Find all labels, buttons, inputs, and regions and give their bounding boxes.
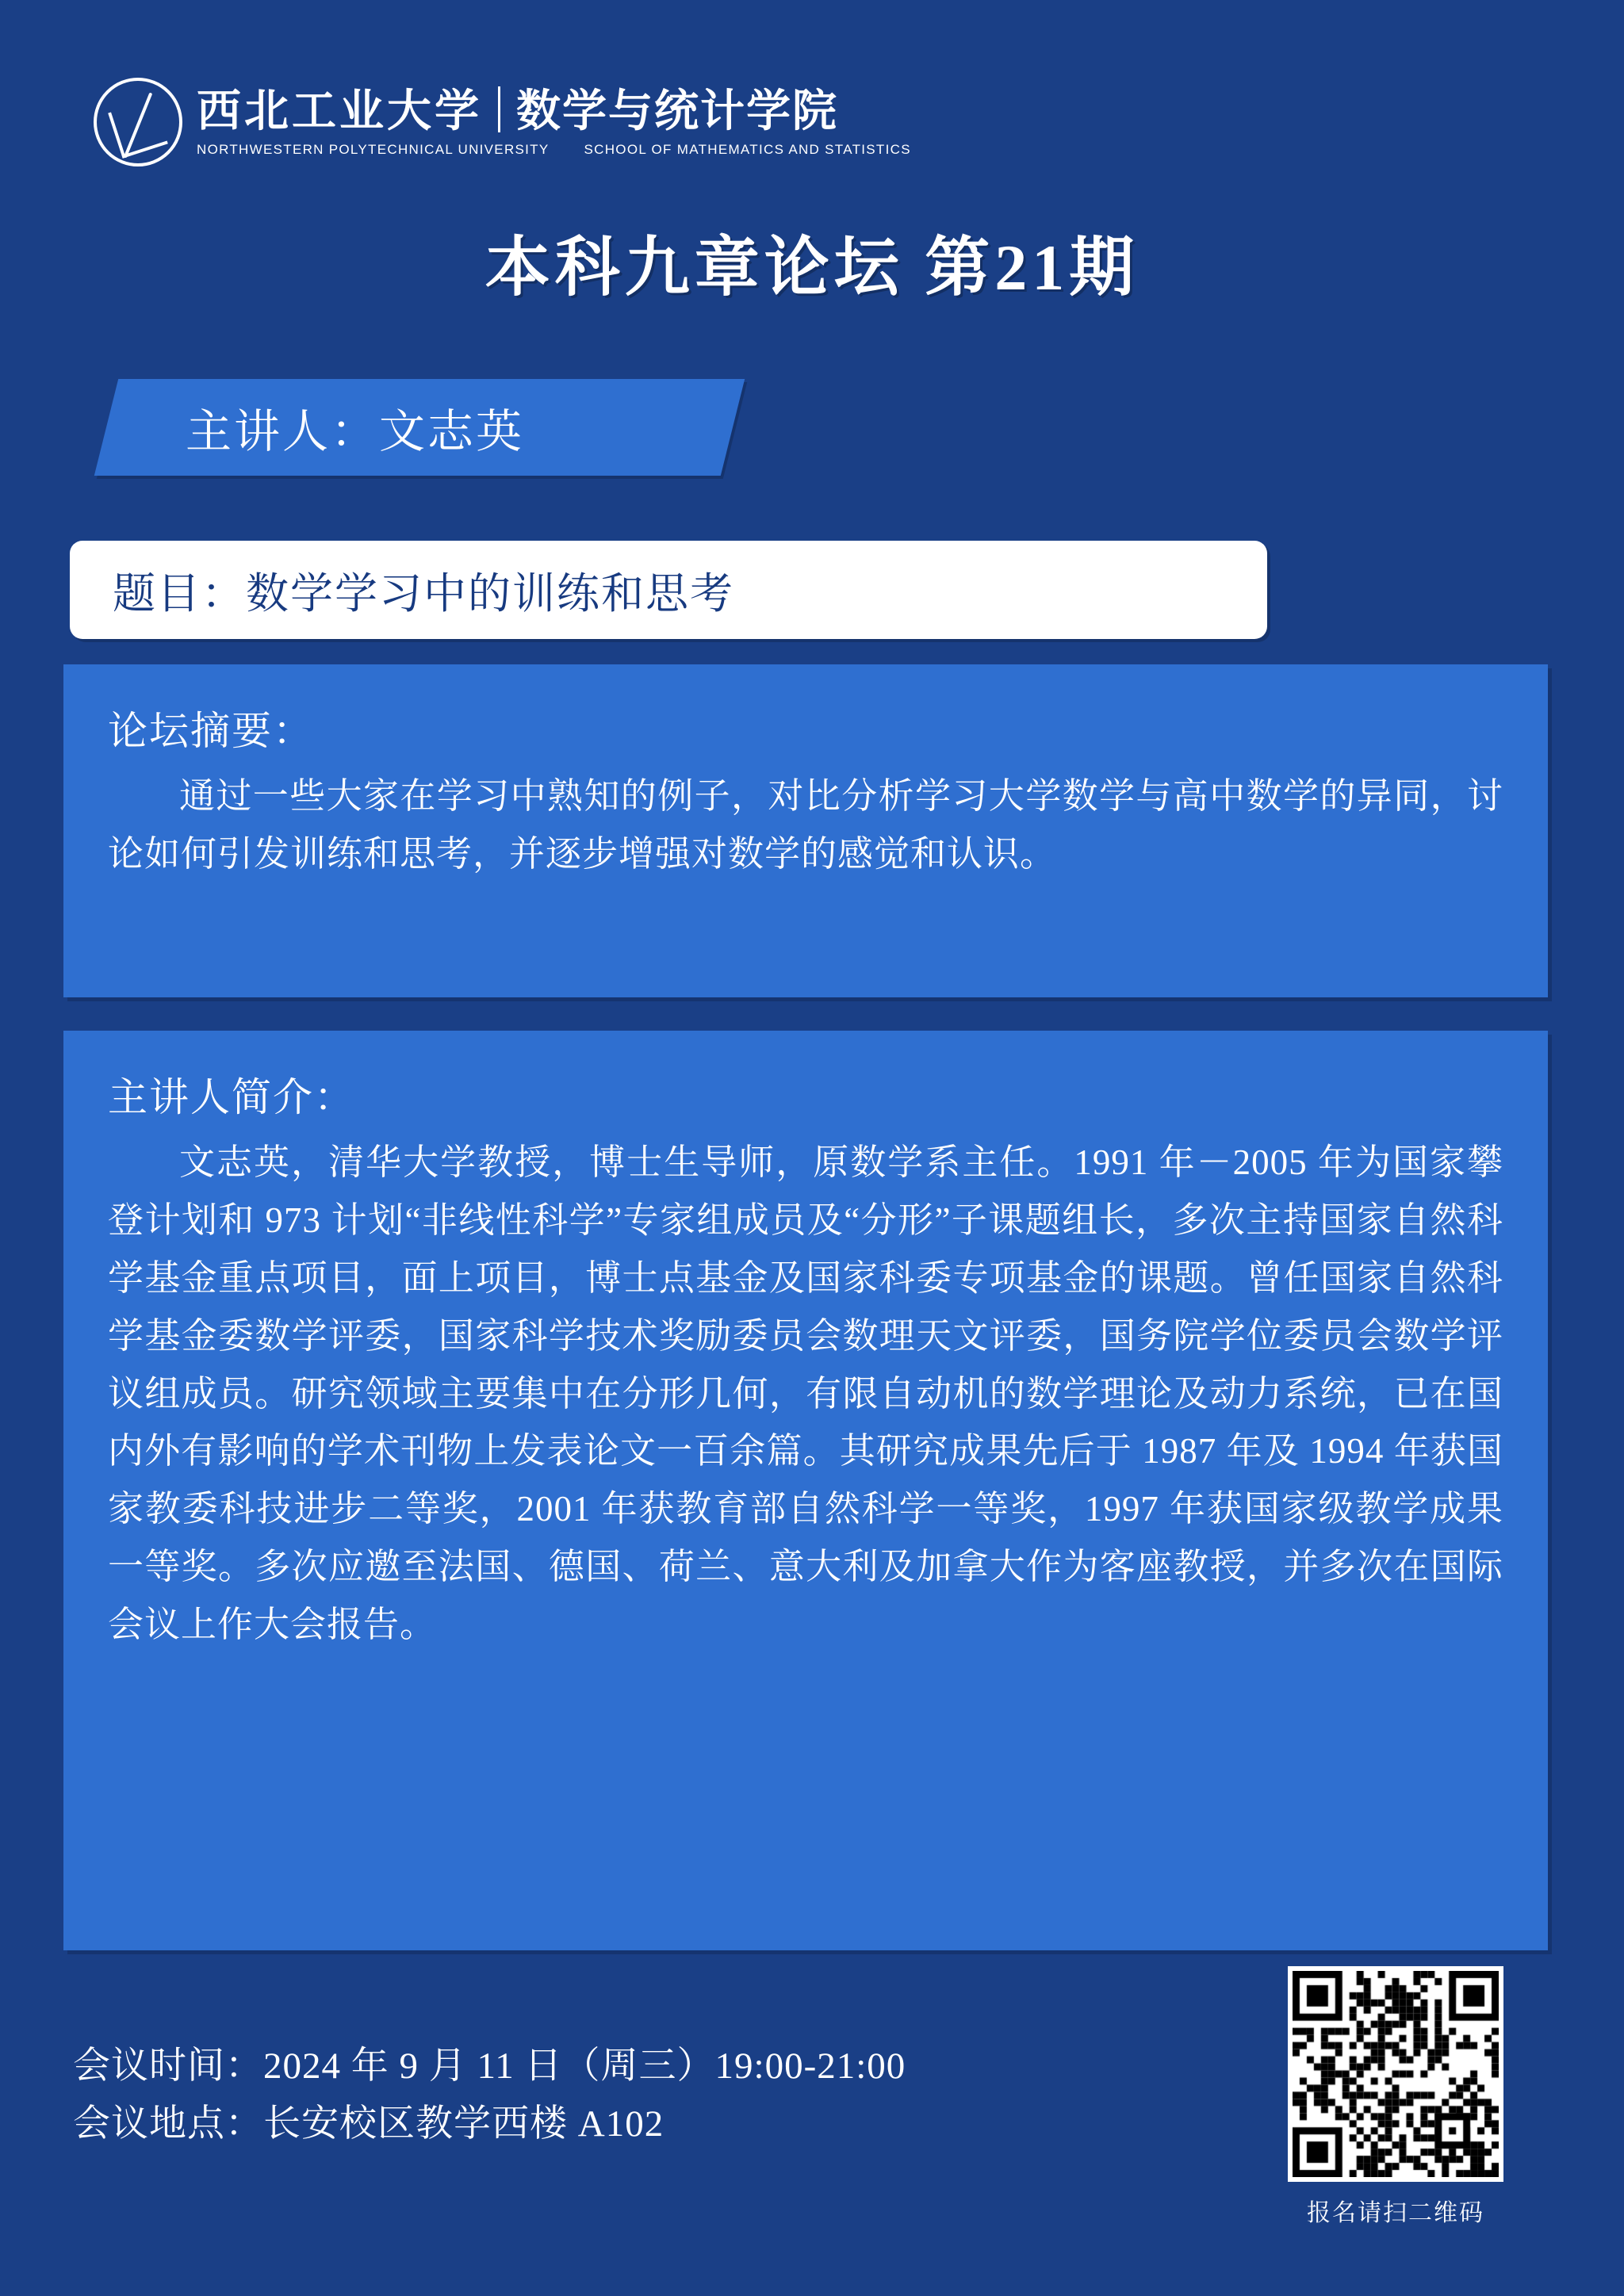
logo-divider (498, 86, 500, 132)
university-name-en: NORTHWESTERN POLYTECHNICAL UNIVERSITY (197, 142, 550, 157)
logo-row-bottom (197, 142, 911, 158)
topic-bar-label: 题目：数学学习中的训练和思考 (113, 569, 734, 618)
university-name-cn: 西北工业大学 (197, 87, 482, 136)
logo-row-top (197, 86, 911, 134)
qr-caption: 报名请扫二维码 (1307, 2200, 1484, 2226)
school-name-en: SCHOOL OF MATHEMATICS AND STATISTICS (584, 142, 911, 157)
university-crest-icon (94, 78, 182, 166)
logo-text-block (197, 86, 911, 158)
bio-body: 文志英，清华大学教授，博士生导师，原数学系主任。1991 年－2005 年为国家攀登计划和 973 计划“非线性科学”专家组成员及“分形”子课题组长，多次主持国家自然科学基金重点项目，面上项目，博士点基金及国家科委专项基金的课题。曾任国家自然科学基金委数学评委，国家科学技术奖励委员会数理天文评委，国务院学位委员会数学评议组成员。研究领域主要集中在分形几何，有限自动机的数学理论及动力系统，已在国内外有影响的学术刊物上发表论文一百余篇。其研究成果先后于 1987 年及 1994 年获国家教委科技进步二等奖，2001 年获教育部自然科学一等奖，1997 年获国家级教学成果一等奖。多次应邀至法国、德国、荷兰、意大利及加拿大作为客座教授，并多次在国际会议上作大会报告。 (108, 1142, 1503, 1645)
page-title: 本科九章论坛 第21期 (485, 232, 1139, 304)
abstract-body: 通过一些大家在学习中熟知的例子，对比分析学习大学数学与高中数学的异同，讨论如何引发训练和思考，并逐步增强对数学的感觉和认识。 (108, 776, 1503, 874)
topic-bar (70, 541, 1267, 639)
footer-info (73, 2038, 906, 2153)
bio-heading: 主讲人简介： (108, 1075, 355, 1119)
bio-panel (63, 1031, 1548, 1950)
school-name-cn: 数学与统计学院 (516, 87, 838, 136)
speaker-banner (94, 379, 745, 476)
abstract-heading: 论坛摘要： (108, 709, 314, 753)
header (94, 78, 911, 166)
qr-code-icon[interactable] (1288, 1966, 1503, 2182)
qr-section (1277, 1966, 1515, 2228)
meeting-time: 会议时间：2024 年 9 月 11 日（周三）19:00-21:00 (73, 2045, 906, 2087)
abstract-panel (63, 664, 1548, 997)
speaker-banner-label: 主讲人：文志英 (186, 406, 525, 457)
meeting-place: 会议地点：长安校区教学西楼 A102 (73, 2103, 665, 2145)
